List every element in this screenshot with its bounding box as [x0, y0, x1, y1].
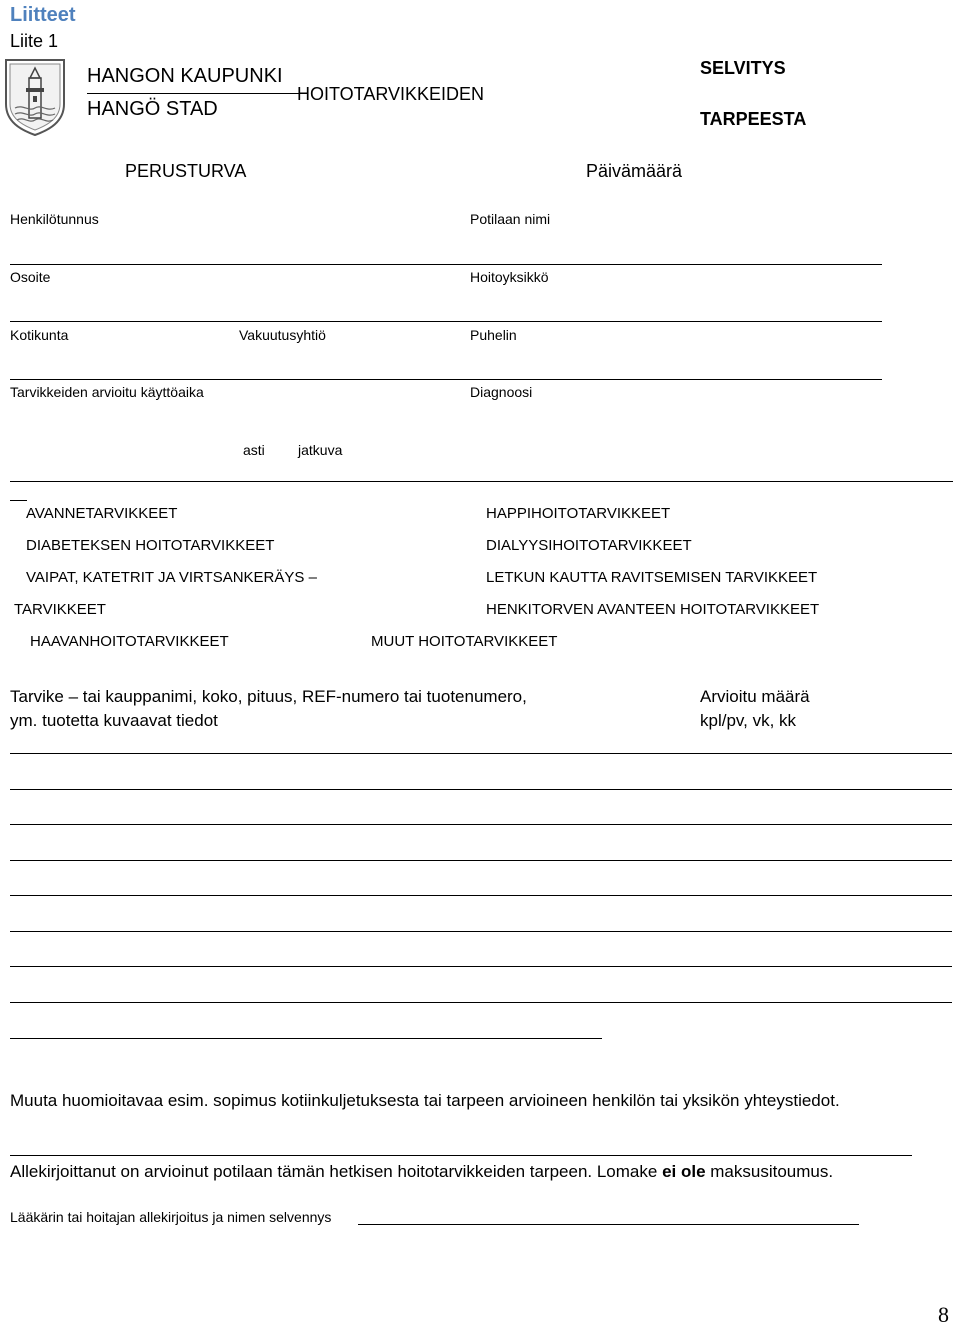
field-label-henkilotunnus: Henkilötunnus: [10, 211, 99, 227]
item-line-2[interactable]: [10, 789, 952, 790]
duration-option-jatkuva[interactable]: jatkuva: [298, 442, 343, 458]
dash-mark: [10, 500, 27, 501]
category-avannetarvikkeet[interactable]: AVANNETARVIKKEET: [26, 505, 178, 522]
item-line-8[interactable]: [10, 1002, 952, 1003]
items-column-2-header-cont: kpl/pv, vk, kk: [700, 711, 797, 730]
field-label-kotikunta: Kotikunta: [10, 327, 69, 343]
item-line-1[interactable]: [10, 753, 952, 754]
section-title: Liitteet: [10, 4, 76, 26]
statement-text: [10, 1162, 833, 1182]
field-label-hoitoyksikko: Hoitoyksikkö: [470, 269, 549, 285]
category-haavanhoitotarvikkeet[interactable]: HAAVANHOITOTARVIKKEET: [30, 633, 229, 650]
category-letkun-kautta-ravitsemisen[interactable]: LETKUN KAUTTA RAVITSEMISEN TARVIKKEET: [486, 569, 818, 586]
department-label: PERUSTURVA: [125, 161, 247, 181]
items-column-1-header-cont: ym. tuotetta kuvaavat tiedot: [10, 711, 218, 730]
field-label-osoite: Osoite: [10, 269, 51, 285]
duration-option-asti[interactable]: asti: [243, 442, 265, 458]
item-line-7[interactable]: [10, 966, 952, 967]
input-line-row-1[interactable]: [10, 264, 882, 265]
doc-title-part-2: SELVITYS: [700, 58, 786, 78]
item-line-4[interactable]: [10, 860, 952, 861]
signature-label: Lääkärin tai hoitajan allekirjoitus ja nimen selvennys: [10, 1209, 332, 1225]
page-number: 8: [938, 1302, 949, 1327]
signature-line[interactable]: [358, 1224, 859, 1225]
item-line-3[interactable]: [10, 824, 952, 825]
input-line-row-4[interactable]: [10, 481, 953, 482]
doc-title-part-1: HOITOTARVIKKEIDEN: [297, 84, 485, 104]
field-label-diagnoosi: Diagnoosi: [470, 384, 533, 400]
category-happihoitotarvikkeet[interactable]: HAPPIHOITOTARVIKKEET: [486, 505, 671, 522]
appendix-label: Liite 1: [10, 31, 59, 51]
doc-title-part-3: TARPEESTA: [700, 109, 807, 129]
field-label-potilaan-nimi: Potilaan nimi: [470, 211, 551, 227]
input-line-row-2[interactable]: [10, 321, 882, 322]
items-column-1-header: Tarvike – tai kauppanimi, koko, pituus, REF-numero tai tuotenumero,: [10, 687, 527, 706]
notes-line[interactable]: [10, 1155, 912, 1156]
field-label-puhelin: Puhelin: [470, 327, 517, 343]
statement-emphasis: ei ole: [662, 1162, 706, 1181]
item-line-6[interactable]: [10, 931, 952, 932]
city-name-fi: HANGON KAUPUNKI: [87, 65, 283, 87]
category-vaipat-katetrit-cont: TARVIKKEET: [14, 601, 106, 618]
field-label-kayttoaika: Tarvikkeiden arvioitu käyttöaika: [10, 384, 204, 400]
item-line-5[interactable]: [10, 895, 952, 896]
field-label-vakuutusyhtio: Vakuutusyhtiö: [239, 327, 326, 343]
date-label: Päivämäärä: [586, 161, 683, 181]
statement-part-2: maksusitoumus.: [705, 1162, 834, 1181]
category-vaipat-katetrit[interactable]: VAIPAT, KATETRIT JA VIRTSANKERÄYS –: [26, 569, 317, 586]
category-diabeteksen-hoitotarvikkeet[interactable]: DIABETEKSEN HOITOTARVIKKEET: [26, 537, 275, 554]
statement-part-1: Allekirjoittanut on arvioinut potilaan tämän hetkisen hoitotarvikkeiden tarpeen. Lomake: [10, 1162, 663, 1181]
city-name-sv: HANGÖ STAD: [87, 98, 218, 120]
items-column-2-header: Arvioitu määrä: [700, 687, 810, 706]
item-line-9[interactable]: [10, 1038, 602, 1039]
city-crest-icon: [3, 58, 67, 136]
header-divider: [87, 93, 299, 94]
category-dialyysihoitotarvikkeet[interactable]: DIALYYSIHOITOTARVIKKEET: [486, 537, 692, 554]
category-henkitorven-avanteen[interactable]: HENKITORVEN AVANTEEN HOITOTARVIKKEET: [486, 601, 820, 618]
category-muut-hoitotarvikkeet[interactable]: MUUT HOITOTARVIKKEET: [371, 633, 558, 650]
notes-label: Muuta huomioitavaa esim. sopimus kotiinkuljetuksesta tai tarpeen arvioineen henkilön tai yksikön yhteystiedot.: [10, 1091, 840, 1110]
input-line-row-3[interactable]: [10, 379, 882, 380]
